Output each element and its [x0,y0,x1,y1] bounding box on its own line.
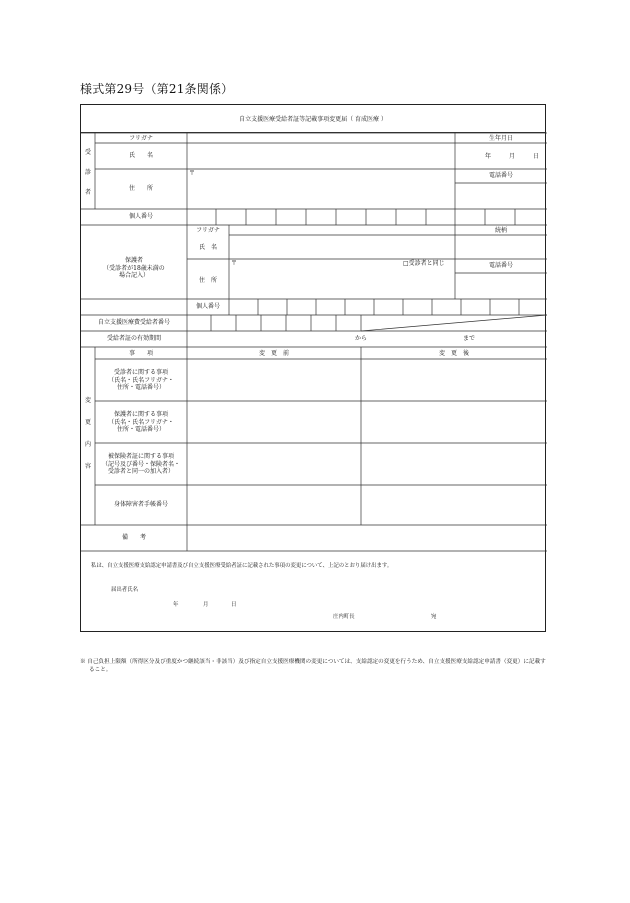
changes-row-guardian: 保護者に関する事項 （氏名・氏名フリガナ・ 住所・電話番号） [108,411,174,433]
patient-birth-year-unit: 年 [485,153,492,160]
changes-section-label-1: 変 [84,397,91,404]
sign-date-day: 日 [231,602,237,608]
patient-section-label-2: 診 [84,169,91,176]
patient-furigana-label: フリガナ [129,135,153,142]
patient-address-label: 住 所 [128,185,153,192]
patient-section-label-1: 受 [84,149,91,156]
form-number: 様式第29号（第21条関係） [80,82,234,96]
changes-row-disability-book: 身体障害者手帳番号 [113,501,168,508]
change-notification-form [80,104,546,632]
changes-col-after: 変 更 後 [438,350,469,357]
changes-section-label-2: 更 [84,419,91,426]
guardian-phone-label: 電話番号 [488,262,513,269]
patient-section-label-3: 者 [84,189,91,196]
changes-section-label-3: 内 [84,441,91,448]
patient-birthdate-label: 生年月日 [488,135,513,142]
guardian-same-as-patient-checkbox[interactable]: □受診者と同じ [403,260,445,267]
patient-phone-label: 電話番号 [488,172,513,179]
changes-col-before: 変 更 前 [258,350,289,357]
changes-row-patient: 受診者に関する事項 （氏名・氏名フリガナ・ 住所・電話番号） [108,369,174,391]
remarks-label: 備 考 [121,534,146,541]
validity-to: まで [463,335,476,342]
guardian-label: 保護者 （受診者が18歳未満の 場合記入） [103,257,165,279]
validity-label: 受給者証の有効期間 [106,335,161,342]
guardian-personal-no-label: 個人番号 [195,303,220,310]
patient-birth-day-unit: 日 [533,153,540,160]
changes-row-insurance: 被保険者証に関する事項 （記号及び番号・保険者名・ 受診者と同一の加入者） [101,453,180,475]
sign-date-month: 月 [203,602,209,608]
certificate-no-label: 自立支援医療費受給者番号 [97,319,170,326]
guardian-name-label: 氏 名 [198,244,217,251]
addressee: 庄内町長 [333,614,355,620]
patient-postal-mark: 〒 [189,170,196,177]
validity-from: から [355,335,368,342]
changes-section-label-4: 容 [84,463,91,470]
form-title: 自立支援医療受給者証等記載事項変更届（ 育成医療 ） [81,105,545,133]
declaration-statement: 私は、自立支援医療支給認定申請書及び自立支援医療受給者証に記載された事項の変更について、上記のとおり届け出ます。 [91,563,393,569]
patient-birth-month-unit: 月 [509,153,516,160]
patient-name-label: 氏 名 [128,152,153,159]
sign-date-year: 年 [173,602,179,608]
footnote: ※ 自己負担上限額（所得区分及び重度かつ継続該当・非該当）及び指定自立支援医療機関の変更については、支給認定の変更を行うため、自立支援医療支給認定申請書（変更）に記載すること。 [80,659,546,673]
guardian-relationship-label: 続柄 [494,227,507,234]
honorific: 宛 [431,614,437,620]
guardian-furigana-label: フリガナ [196,227,220,234]
signer-name-label: 届出者氏名 [111,587,138,593]
patient-personal-no-label: 個人番号 [128,213,153,220]
guardian-postal-mark: 〒 [231,260,238,267]
changes-col-item: 事 項 [128,350,153,357]
guardian-address-label: 住 所 [198,277,217,284]
